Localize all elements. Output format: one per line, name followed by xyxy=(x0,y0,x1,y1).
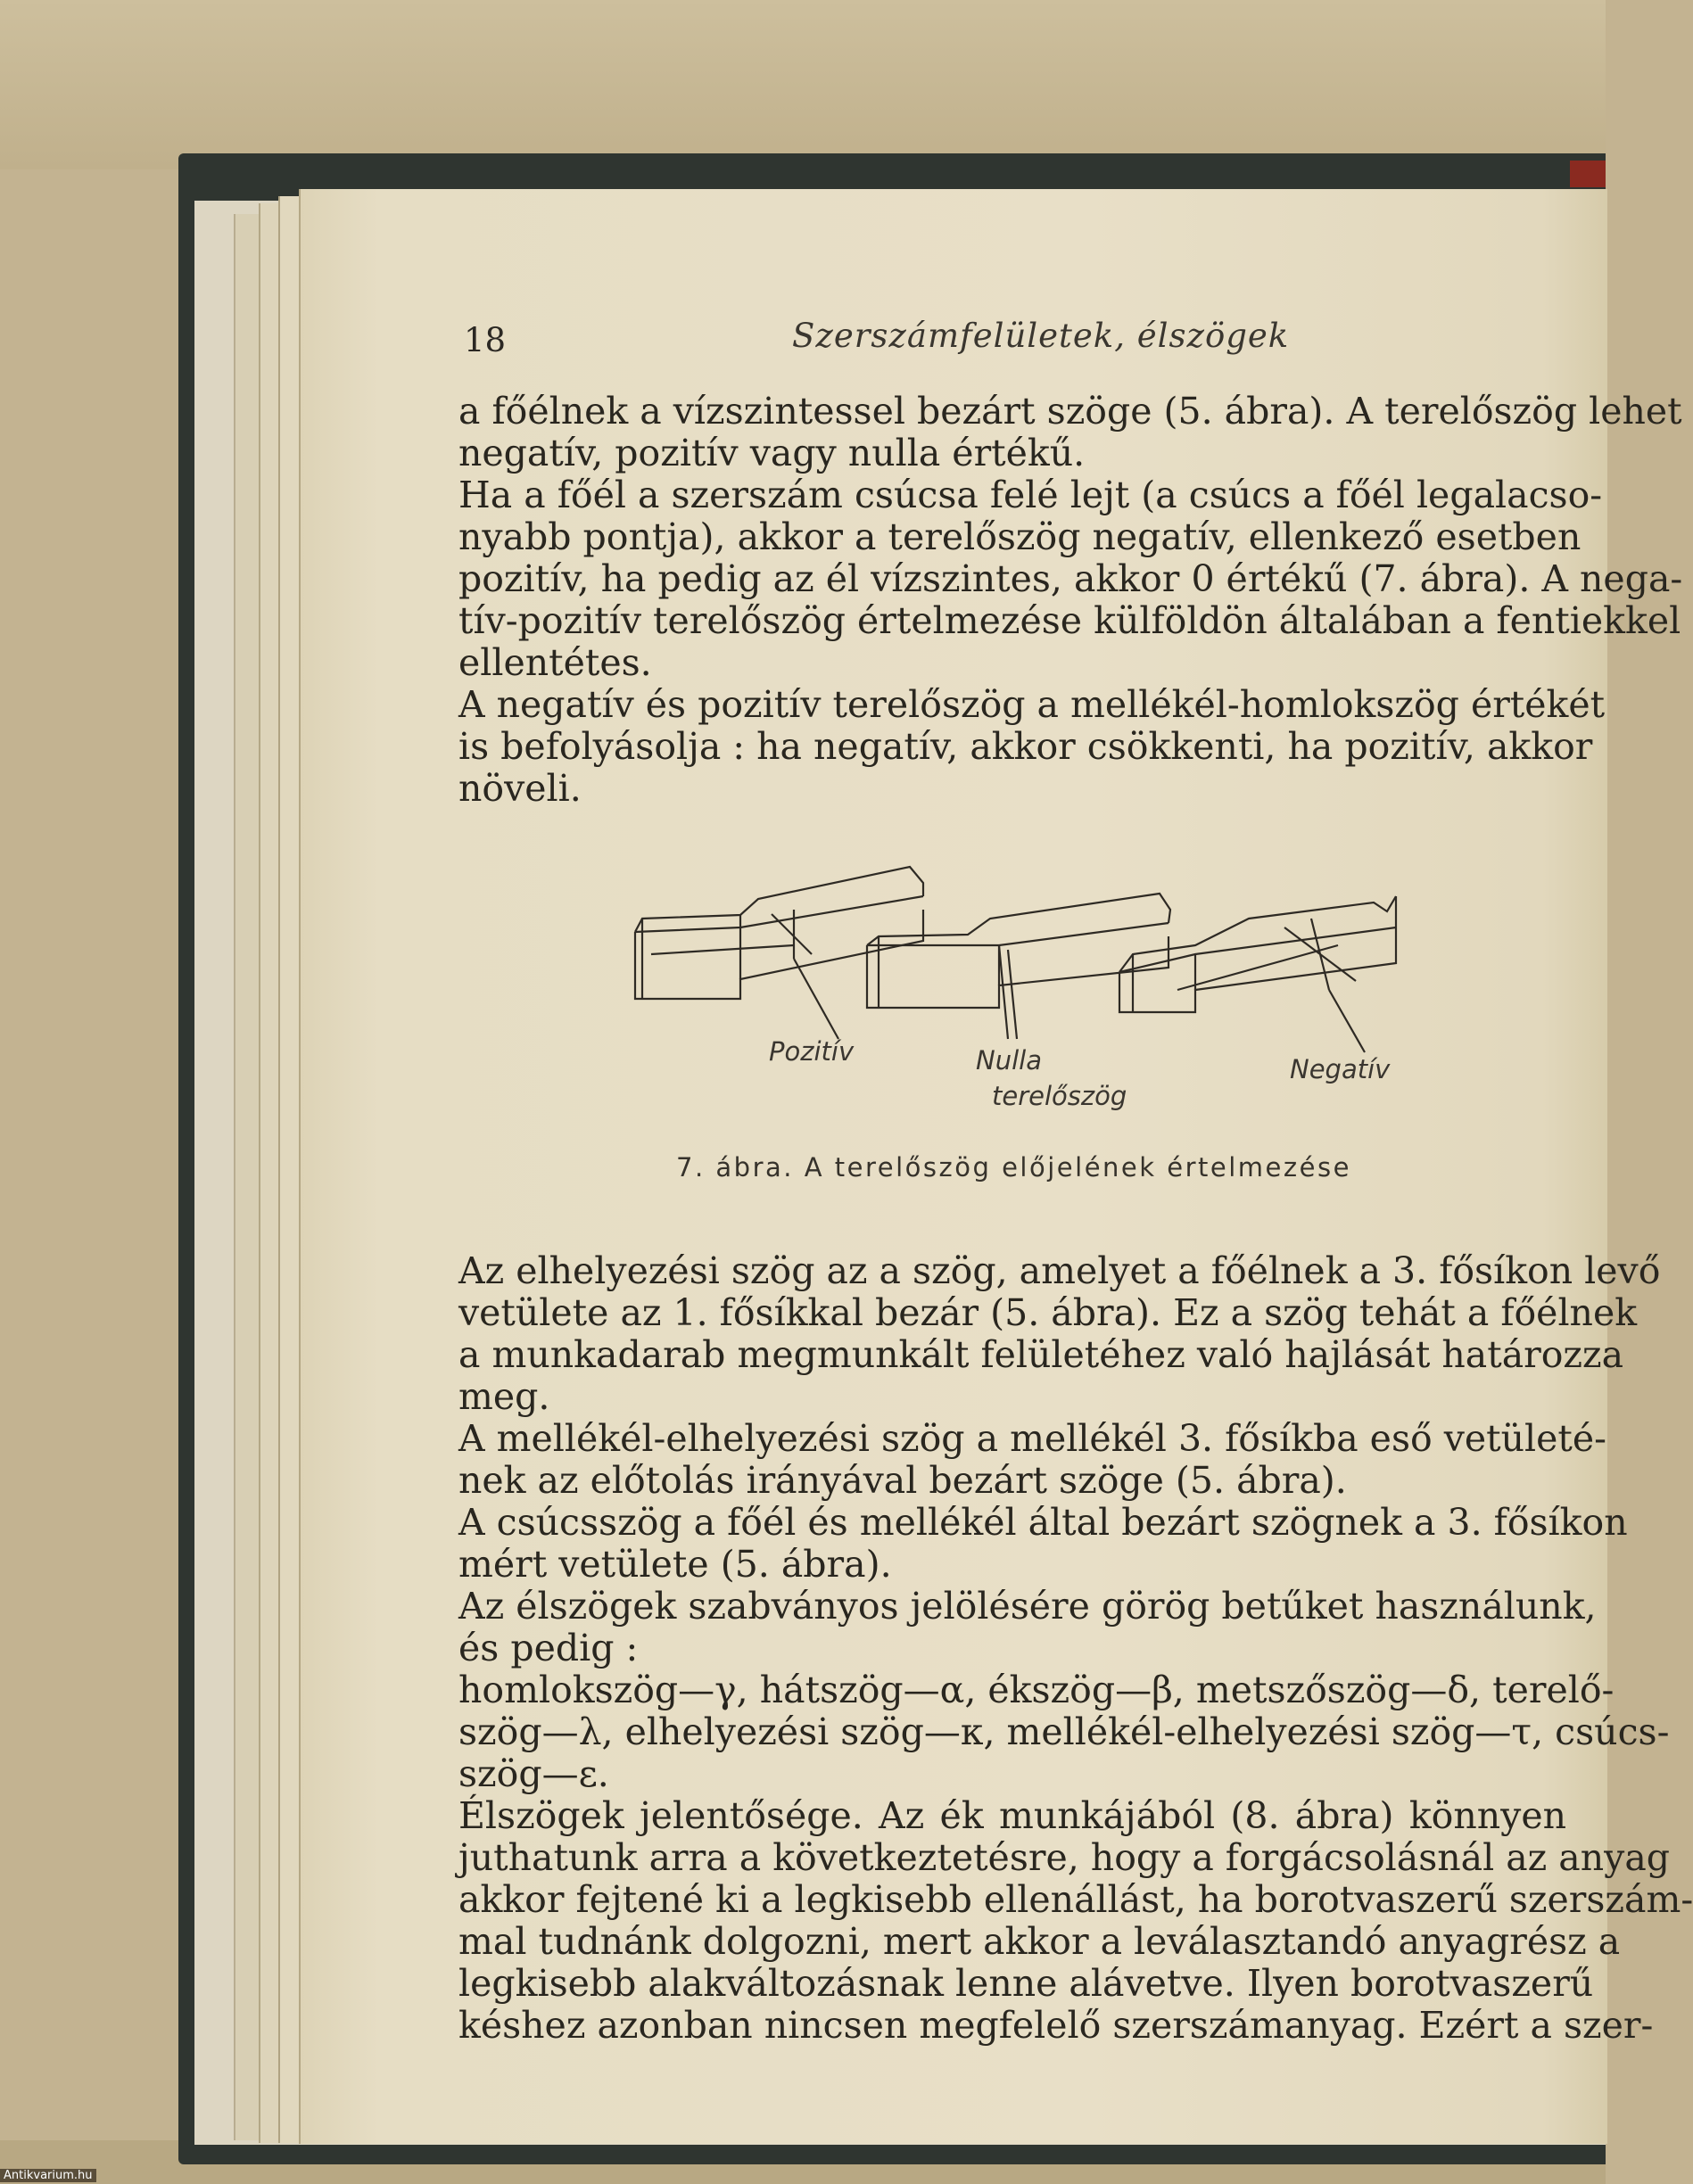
page-number: 18 xyxy=(464,321,507,359)
text-line: Élszögek jelentősége. Az ék munkájából (8. ábra) könnyen xyxy=(458,1794,1566,1837)
figure-label-positive: Pozitív xyxy=(769,1036,855,1067)
text-line: növeli. xyxy=(458,767,582,810)
figure-label-zero-line1: Nulla xyxy=(976,1045,1042,1076)
text-line: homlokszög—γ, hátszög—α, ékszög—β, metszőszög—δ, terelő- xyxy=(458,1669,1615,1711)
text-line: akkor fejtené ki a legkisebb ellenállást, ha borotvaszerű szerszám- xyxy=(458,1878,1693,1921)
text-line: Az élszögek szabványos jelölésére görög betűket használunk, xyxy=(458,1585,1597,1628)
text-line: A csúcsszög a főél és mellékél által bezárt szögnek a 3. fősíkon xyxy=(458,1501,1628,1544)
text-line: nek az előtolás irányával bezárt szöge (5. ábra). xyxy=(458,1459,1347,1502)
text-line: Az elhelyezési szög az a szög, amelyet a főélnek a 3. fősíkon levő xyxy=(458,1249,1661,1292)
tool-negative xyxy=(1119,896,1396,1052)
text-line: meg. xyxy=(458,1375,550,1418)
body-text-top xyxy=(458,390,1683,810)
text-line: késhez azonban nincsen megfelelő szerszámanyag. Ezért a szer- xyxy=(458,2004,1654,2047)
watermark: Antikvarium.hu xyxy=(0,2169,96,2182)
background-top xyxy=(0,0,1606,169)
text-line: és pedig : xyxy=(458,1627,639,1669)
figure-label-negative: Negatív xyxy=(1290,1054,1391,1084)
body-text-bottom xyxy=(458,1249,1693,2047)
tool-positive xyxy=(635,867,923,1039)
text-line: negatív, pozitív vagy nulla értékű. xyxy=(458,432,1086,474)
running-head: Szerszámfelületek, élszögek xyxy=(792,317,1290,355)
cover-edge xyxy=(1570,161,1606,187)
text-line: a főélnek a vízszintessel bezárt szöge (5. ábra). A terelőszög lehet xyxy=(458,390,1682,433)
text-line: szög—ε. xyxy=(458,1752,609,1795)
text-line: A negatív és pozitív terelőszög a mellékél-homlokszög értékét xyxy=(458,683,1606,726)
text-line: ellentétes. xyxy=(458,641,652,684)
figure-label-zero-line2: terelőszög xyxy=(992,1081,1127,1111)
text-line: vetülete az 1. fősíkkal bezár (5. ábra). Ez a szög tehát a főélnek xyxy=(458,1291,1638,1334)
figure-caption: 7. ábra. A terelőszög előjelének értelmezése xyxy=(676,1152,1351,1183)
text-line: tív-pozitív terelőszög értelmezése külföldön általában a fentiekkel xyxy=(458,599,1681,642)
text-line: legkisebb alakváltozásnak lenne alávetve. Ilyen borotvaszerű xyxy=(458,1962,1594,2005)
text-line: mért vetülete (5. ábra). xyxy=(458,1543,892,1586)
text-line: is befolyásolja : ha negatív, akkor csökkenti, ha pozitív, akkor xyxy=(458,725,1593,768)
text-line: juthatunk arra a következtetésre, hogy a forgácsolásnál az anyag xyxy=(458,1836,1671,1879)
text-line: mal tudnánk dolgozni, mert akkor a leválasztandó anyagrész a xyxy=(458,1920,1621,1963)
text-line: szög—λ, elhelyezési szög—κ, mellékél-elhelyezési szög—τ, csúcs- xyxy=(458,1710,1670,1753)
text-line: Ha a főél a szerszám csúcsa felé lejt (a csúcs a főél legalacso- xyxy=(458,474,1603,516)
text-line: a munkadarab megmunkált felületéhez való hajlását határozza xyxy=(458,1333,1624,1376)
text-line: A mellékél-elhelyezési szög a mellékél 3. fősíkba eső vetületé- xyxy=(458,1417,1606,1460)
text-line: pozitív, ha pedig az él vízszintes, akkor 0 értékű (7. ábra). A nega- xyxy=(458,557,1683,600)
text-line: nyabb pontja), akkor a terelőszög negatív, ellenkező esetben xyxy=(458,515,1582,558)
